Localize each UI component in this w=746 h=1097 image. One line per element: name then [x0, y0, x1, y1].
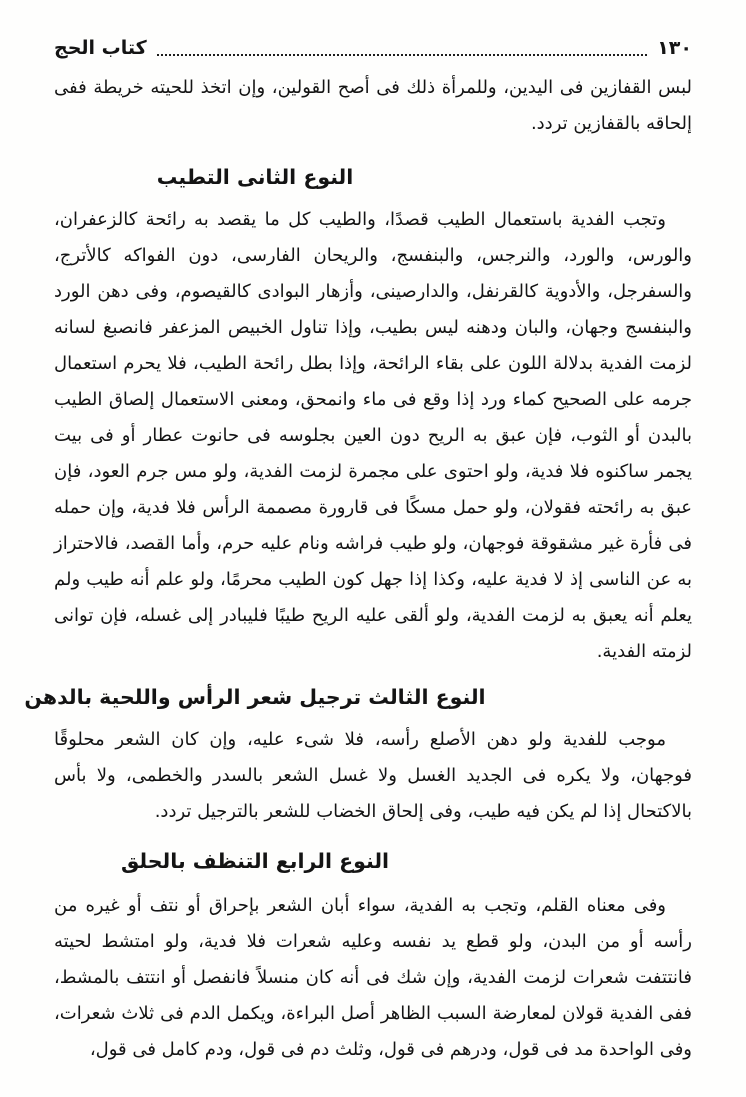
page-header: [54, 24, 692, 62]
section-heading-type-three: النوع الثالث ترجيل شعر الرأس واللحية بالدهن: [24, 685, 486, 709]
page-body: [24, 70, 692, 1068]
section-heading-type-two: النوع الثانى التطيب: [156, 165, 354, 189]
section-paragraph-type-three: موجب للفدية ولو دهن الأصلع رأسه، فلا شىء عليه، وإن كان الشعر محلوقًا فوجهان، ولا يكره فى الجديد الغسل ولا غسل الشعر بالسدر والخطمى، ولا بأس بالاكتحال إذا لم يكن فيه طيب، وفى إلحاق الخضاب للشعر بالترجيل تردد.: [54, 729, 692, 822]
intro-paragraph: لبس القفازين فى اليدين، وللمرأة ذلك فى أصح القولين، وإن اتخذ للحيته خريطة ففى إلحاقه بالقفازين تردد.: [54, 77, 692, 134]
section-heading-type-four: النوع الرابع التنظف بالحلق: [120, 849, 390, 873]
dotted-leader: [157, 54, 648, 56]
section-paragraph-type-two: وتجب الفدية باستعمال الطيب قصدًا، والطيب كل ما يقصد به رائحة كالزعفران، والورس، والورد، والنرجس، والبنفسج، والريحان الفارسى، دون الفواكه كالأترج، والسفرجل، والأدوية كالقرنفل، والدارصينى، وأزهار البوادى كالقيصوم، وفى دهن الورد والبنفسج وجهان، والبان ودهنه ليس بطيب، وإذا تناول الخبيص المزعفر فانصبغ لسانه لزمت الفدية بدلالة اللون على بقاء الرائحة، وإذا بطل رائحة الطيب، فلا يحرم استعمال جرمه على الصحيح كماء ورد إذا وقع فى ماء وانمحق، ومعنى الاستعمال إلصاق الطيب بالبدن أو الثوب، فإن عبق به الريح دون العين بجلوسه فى حانوت عطار أو فى بيت يجمر ساكنوه فلا فدية، ولو احتوى على مجمرة لزمت الفدية، ولو مس جرم العود، فإن عبق به رائحته فقولان، ولو حمل مسكًا فى قارورة مصممة الرأس فلا فدية، وإن حمله فى فأرة غير مشقوقة فوجهان، ولو طيب فراشه ونام عليه حرم، وأما القصد، فالاحتراز به عن الناسى إذ لا فدية عليه، وكذا إذا جهل كون الطيب محرمًا، ولو علم أنه طيب ولم يعلم أنه يعبق به لزمت الفدية، ولو ألقى عليه الريح طيبًا فليبادر إلى غسله، فإن توانى لزمته الفدية.: [54, 209, 692, 662]
section-paragraph-type-four: وفى معناه القلم، وتجب به الفدية، سواء أبان الشعر بإحراق أو نتف أو غيره من رأسه أو من البدن، ولو قطع يد نفسه وعليه شعرات فلا فدية، ولو امتشط لحيته فانتتفت شعرات لزمت الفدية، وإن شك فى أنه كان منسلاً فانفصل أو انتتف بالمشط، ففى الفدية قولان لمعارضة السبب الظاهر أصل البراءة، ويكمل الدم فى ثلاث شعرات، وفى الواحدة مد فى قول، ودرهم فى قول، وثلث دم فى قول، ودم كامل فى قول،: [54, 895, 692, 1060]
page-number: ١٣٠: [657, 37, 692, 60]
book-title: كتاب الحج: [54, 37, 147, 60]
